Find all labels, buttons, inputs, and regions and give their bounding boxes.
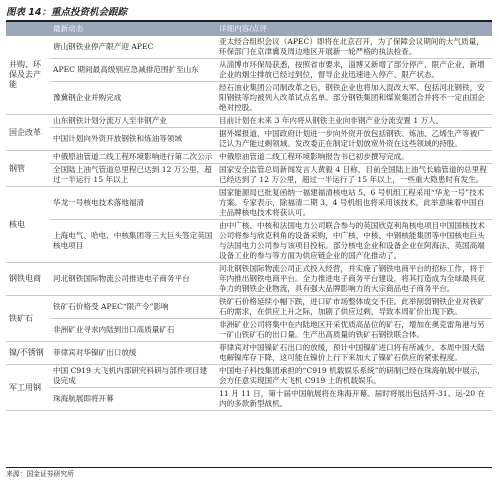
- dynamic-cell: 非洲矿业寻求内陆到出口高质量矿石: [50, 319, 216, 342]
- table-row: [6, 263, 492, 296]
- source-note: 来源：国金证券研究所: [6, 470, 74, 478]
- table-row: [6, 164, 492, 187]
- bottom-rule: [6, 467, 492, 468]
- dynamic-cell: 铁矿石价格受 APEC“限产令”影响: [50, 296, 216, 319]
- dynamic-cell: 豫冀钢企业并购完成: [50, 82, 216, 115]
- header-latest-dynamic: 最新动态: [50, 22, 216, 36]
- comment-cell: 由中广核、中核和法国电力公司联合参与的英国欣克利角核电项目中国国核技术公司将参与欣克利角的设备采购，中广核、中核、中钢核能集团等中国核电巨头与法国电力公司参与该项目投标。部分核电企业和设备企业在阿海法、英国高端设备工业的参与等方面为供应链企业的国产化推动了。: [216, 220, 492, 263]
- comment-cell: 从淄博市环保局获悉，按照省市要求，淄博又新增了部分停产、限产企业，新增企业的烟尘排放已经过到位，督导企业迅速进入停产、限产状态。: [216, 59, 492, 82]
- sector-cell: 核电: [6, 187, 50, 263]
- dynamic-cell: 中俄原油管道二线工程环境影响进行第二次公示: [50, 151, 216, 164]
- sector-cell: 钢铁电商: [6, 263, 50, 296]
- sector-cell: 国企改革: [6, 115, 50, 151]
- sector-cell: 铁矿石: [6, 296, 50, 342]
- comment-cell: 菲律宾对中国镍矿石出口的放缓，预计中国镍矿进口将有所减少。本周中国大陆电解镍库存下降，这可能在镍价上行下来加大了镍矿石供应的紧张程度。: [216, 342, 492, 365]
- dynamic-cell: 珠海航展即将开幕: [50, 388, 216, 411]
- comment-cell: 中国电子科技集团承担的“C919 机载娱乐系统”的研制已经在珠海航展中展示，会方任意实现国产大飞机 C919 上的机载娱乐。: [216, 365, 492, 388]
- sector-cell: 并购、环保及去产能: [6, 36, 50, 115]
- table-row: [6, 296, 492, 319]
- dynamic-cell: 中国 C919 大飞机内部研究科研与部件项目建设完成: [50, 365, 216, 388]
- comment-cell: 国家能源局已批复函纳一福建福清核电站 5、6 号机组工程采用“华龙一号”技术方案。专家表示，除福清二期 3、4 号机组也将采用该技术，此举意味着中国自主品牌核电技术将获认可。: [216, 187, 492, 220]
- comment-cell: 河北钢铁国际物流公司正式投入经营，并实施了钢铁电商平台的招标工作，将于年内推出钢铁电商平台。全力推进电子商务平台建设，将其打造成为全球最具竞争力的钢铁企业物流，具有强大品牌影响力的大宗商品电子商务平台。: [216, 263, 492, 296]
- table-row: [6, 220, 492, 263]
- dynamic-cell: 唐山钢铁业停产限产迎 APEC: [50, 36, 216, 59]
- comment-cell: 据外媒报道，中国政府计划进一步向外资开放包括钢铁、炼油、乙烯生产等被广泛认为产能过剩领域。发改委正在制定计划放宽外资在这些领域的持股。: [216, 128, 492, 151]
- table-row: [6, 82, 492, 115]
- dynamic-cell: 山东钢铁计划分流万人至非钢产业: [50, 115, 216, 128]
- comment-cell: 亚太经合组织会议（APEC）即将在北京召开，为了保障会议期间的大气质量，环保部门在京津冀及周边地区开展新一轮严格的执法检查。: [216, 36, 492, 59]
- table-row: [6, 365, 492, 388]
- table-row: [6, 115, 492, 128]
- dynamic-cell: 中国计划向外资开放钢铁和炼油等领域: [50, 128, 216, 151]
- table-header-row: [6, 22, 492, 36]
- sector-cell: 钢管: [6, 151, 50, 187]
- dynamic-cell: 上海电气、哈电、中核集团等三大巨头签定英国核电项目: [50, 220, 216, 263]
- comment-cell: 国家安全监管总局新闻发言人黄毅 4 日称，目前全国陆上油气长输管道的总里程已经达到了 12 万公里，超过一半运行了 15 年以上，一些重大隐患时有发生。: [216, 164, 492, 187]
- table-row: [6, 187, 492, 220]
- comment-cell: 目前计划在未来 3 年内将从钢铁主业向非钢产业分流安置 1 万人。: [216, 115, 492, 128]
- table-row: [6, 388, 492, 411]
- dynamic-cell: 华龙一号核电技术落地福清: [50, 187, 216, 220]
- dynamic-cell: 菲律宾对华镍矿出口放缓: [50, 342, 216, 365]
- dynamic-cell: 全国陆上油气管道总里程已达到 12 万公里，超过一半运行 15 年以上: [50, 164, 216, 187]
- table-row: [6, 151, 492, 164]
- table-row: [6, 319, 492, 342]
- comment-cell: 中俄原油管道二线工程环境影响报告书已初步撰写完成。: [216, 151, 492, 164]
- dynamic-cell: 河北钢铁国际物流公司推进电子商务平台: [50, 263, 216, 296]
- comment-cell: 经石油业集团公司制改革之后，钢铁企业也将加入混改大军。包括河北钢铁，安阳钢铁等均被列入改革试点名单。部分钢铁集团和煤炭集团合并将不一定由国企绝对控股。: [216, 82, 492, 115]
- opportunity-table: [6, 22, 492, 411]
- table-row: [6, 59, 492, 82]
- sector-cell: 镍/不锈钢: [6, 342, 50, 365]
- header-sector: [6, 22, 50, 36]
- table-row: [6, 342, 492, 365]
- comment-cell: 非洲矿业公司将集中在内陆地区开采优质高品位的矿石，增加在奥克雷角港与另一矿山铁矿石的出口量。生产出高质量的铁矿石钢铁联合体。: [216, 319, 492, 342]
- comment-cell: 11 月 11 日，第十届中国航展将在珠海开幕。届时将展出包括歼-31、运-20 在内的多款新型战机。: [216, 388, 492, 411]
- dynamic-cell: APEC 期间最高级别应急减排范围扩至山东: [50, 59, 216, 82]
- table-row: [6, 128, 492, 151]
- figure-title: 图表 14：重点投资机会跟踪: [6, 7, 128, 18]
- table-row: [6, 36, 492, 59]
- header-comment: 详细内容/点评: [216, 22, 492, 36]
- comment-cell: 铁矿石价格延续小幅下跌，进口矿市场整体成交不佳。此举削弱钢铁企业对铁矿石的需求，在供应上升之际，加剧了供应过剩，导致本周矿价出现下跌。: [216, 296, 492, 319]
- sector-cell: 军工用钢: [6, 365, 50, 411]
